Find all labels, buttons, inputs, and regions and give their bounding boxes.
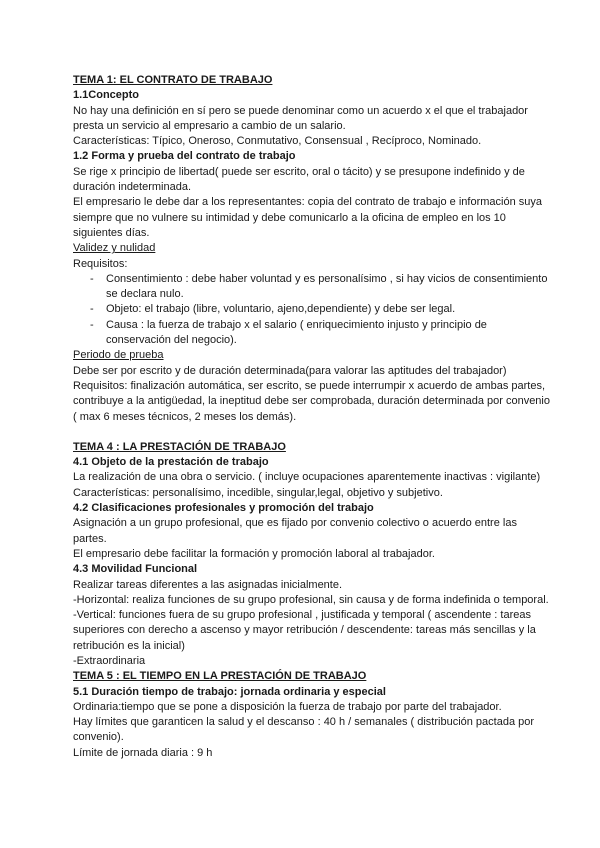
paragraph: Hay límites que garanticen la salud y el descanso : 40 h / semanales ( distribución pactada por convenio). [73,716,535,744]
paragraph: La realización de una obra o servicio. ( incluye ocupaciones aparentemente inactivas : vigilante) [73,471,541,484]
paragraph: Requisitos: finalización automática, ser escrito, se puede interrumpir x acuerdo de ambas partes, contribuye a la antigüedad, la ineptitud debe ser comprobada, duración determinada por convenio ( max 6 meses técnicos, 2 meses los demás). [73,379,550,423]
list-item: - Causa : la fuerza de trabajo x el salario ( enriquecimiento injusto y principio de conservación del negocio). [106,318,550,349]
paragraph: No hay una definición en sí pero se puede denominar como un acuerdo x el que el trabajador presta un servicio al empresario a cambio de un salario. [73,104,528,132]
list-item: - Consentimiento : debe haber voluntad y es personalísimo , si hay vicios de consentimiento se declara nulo. [106,272,550,303]
section-4-3-heading: 4.3 Movilidad Funcional [73,563,198,576]
paragraph: -Vertical: funciones fuera de su grupo profesional , justificada y temporal ( ascendente : tareas superiores con derecho a ascenso y mayor retribución / descendente: tareas más sencillas y la retribución es la inicial) [73,609,536,652]
paragraph: Asignación a un grupo profesional, que es fijado por convenio colectivo o acuerdo entre las partes. [73,517,517,545]
paragraph: Límite de jornada diaria : 9 h [73,746,213,759]
periodo-subheading: Periodo de prueba [73,349,164,362]
paragraph: Se rige x principio de libertad( puede ser escrito, oral o tácito) y se presupone indefinido y de duración indeterminada. [73,165,525,194]
section-1-1-heading: 1.1Concepto [73,89,140,102]
paragraph: El empresario le debe dar a los representantes: copia del contrato de trabajo e información suya siempre que no vulnere su intimidad y debe comunicarlo a la oficina de empleo en los 10 siguientes días. [73,196,542,239]
paragraph: Ordinaria:tiempo que se pone a disposición la fuerza de trabajo por parte del trabajador. [73,700,502,713]
requisitos-list [73,272,550,348]
list-item: - Objeto: el trabajo (libre, voluntario, ajeno,dependiente) y debe ser legal. [106,302,550,317]
paragraph: El empresario debe facilitar la formación y promoción laboral al trabajador. [73,547,435,560]
paragraph: -Horizontal: realiza funciones de su grupo profesional, sin causa y de forma indefinida o temporal. [73,593,549,606]
section-1-2-heading: 1.2 Forma y prueba del contrato de trabajo [73,150,296,163]
requisitos-label: Requisitos: [73,257,128,270]
section-5-1-heading: 5.1 Duración tiempo de trabajo: jornada ordinaria y especial [73,685,386,698]
paragraph: Realizar tareas diferentes a las asignadas inicialmente. [73,578,343,591]
tema4-title: TEMA 4 : LA PRESTACIÓN DE TRABAJO [73,440,286,453]
tema1-title: TEMA 1: EL CONTRATO DE TRABAJO [73,74,273,86]
paragraph: Características: Típico, Oneroso, Conmutativo, Consensual , Recíproco, Nominado. [73,135,482,148]
section-4-1-heading: 4.1 Objeto de la prestación de trabajo [73,456,269,469]
tema5-title: TEMA 5 : EL TIEMPO EN LA PRESTACIÓN DE TRABAJO [73,670,367,683]
paragraph: -Extraordinaria [73,654,146,667]
paragraph: Características: personalísimo, incedible, singular,legal, objetivo y subjetivo. [73,486,443,499]
section-4-2-heading: 4.2 Clasificaciones profesionales y promoción del trabajo [73,502,374,515]
paragraph: Debe ser por escrito y de duración determinada(para valorar las aptitudes del trabajador) [73,364,507,377]
validez-subheading: Validez y nulidad [73,242,156,255]
